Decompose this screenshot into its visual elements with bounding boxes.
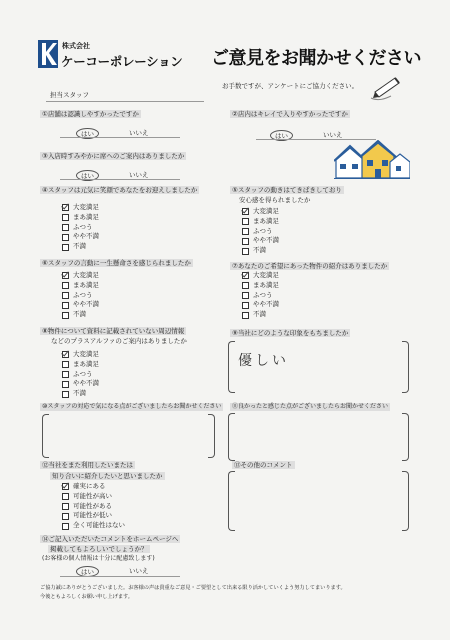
- checkbox-icon[interactable]: [62, 503, 69, 510]
- checkbox-icon[interactable]: [242, 248, 249, 255]
- q9-answer[interactable]: 優しい: [238, 353, 289, 369]
- q4-option[interactable]: ふつう: [62, 223, 99, 233]
- q2-label: ②店内はキレイで入りやすかったですか: [232, 110, 348, 118]
- q14-label-1: ⑭ご記入いただいたコメントをホームページへ: [42, 535, 179, 543]
- q4-option[interactable]: まあ満足: [62, 213, 99, 223]
- company-logo: [38, 40, 58, 68]
- checkbox-icon[interactable]: [242, 282, 249, 289]
- q7-option[interactable]: ふつう: [242, 291, 279, 301]
- staff-line: [46, 101, 204, 102]
- q11-label: ⑪良かったと感じた点がございましたらお聞かせください: [232, 403, 389, 410]
- q14-no[interactable]: いいえ: [129, 567, 149, 575]
- q12-label-2: 知り合いに紹介したいと思いましたか: [52, 472, 163, 480]
- q3-yes[interactable]: はい: [76, 170, 99, 181]
- q5-option[interactable]: やや不満: [242, 236, 279, 246]
- q7-option[interactable]: 大変満足: [242, 271, 279, 281]
- checkbox-icon[interactable]: [242, 228, 249, 235]
- q8-option[interactable]: やや不満: [62, 379, 99, 389]
- q5-option[interactable]: 大変満足: [242, 207, 279, 217]
- q12-option[interactable]: 可能性が低い: [62, 511, 125, 521]
- q12-label-1: ⑫当社をまた利用したいまたは: [42, 461, 133, 469]
- checkbox-icon[interactable]: [62, 224, 69, 231]
- page-title: ご意見をお聞かせください: [211, 48, 421, 69]
- staff-label: 担当スタッフ: [50, 91, 89, 99]
- checkbox-icon[interactable]: [242, 218, 249, 225]
- q12-option[interactable]: 可能性が高い: [62, 492, 125, 502]
- q12-option[interactable]: 全く可能性はない: [62, 521, 125, 531]
- checkbox-icon[interactable]: [62, 361, 69, 368]
- q1-label: ①店舗は認識しやすかったですか: [42, 110, 139, 118]
- checkbox-icon[interactable]: [62, 244, 69, 251]
- q7-option[interactable]: 不満: [242, 310, 279, 320]
- company-name: ケーコーポレーション: [61, 54, 183, 69]
- q5-option[interactable]: まあ満足: [242, 217, 279, 227]
- checkbox-icon[interactable]: [62, 351, 69, 358]
- footer-text-2: 今後ともよろしくお願い申し上げます。: [40, 594, 133, 600]
- q9-label: ⑨当社にどのような印象をもちましたか: [232, 329, 349, 337]
- checkbox-icon[interactable]: [62, 234, 69, 241]
- q8-label-2: などのプラスアルファのご案内はありましたか: [51, 337, 187, 345]
- q6-option[interactable]: ふつう: [62, 291, 99, 301]
- q2-yes[interactable]: はい: [270, 130, 293, 141]
- q12-option[interactable]: 可能性がある: [62, 502, 125, 512]
- checkbox-icon[interactable]: [62, 292, 69, 299]
- q8-option[interactable]: 大変満足: [62, 350, 99, 360]
- q8-label-1: ⑧物件について資料に記載されていない周辺情報: [42, 327, 185, 335]
- checkbox-icon[interactable]: [62, 371, 69, 378]
- q13-answer[interactable]: [240, 478, 395, 523]
- checkbox-icon[interactable]: [62, 282, 69, 289]
- checkbox-icon[interactable]: [62, 483, 69, 490]
- q10-label: ⑩スタッフの対応で気になる点がございましたらお聞かせください: [42, 403, 222, 410]
- q1-no[interactable]: いいえ: [129, 129, 149, 137]
- q6-option[interactable]: まあ満足: [62, 281, 99, 291]
- q11-answer[interactable]: [240, 420, 395, 450]
- q8-option[interactable]: まあ満足: [62, 360, 99, 370]
- request-text: お手数ですが、アンケートにご協力ください。: [222, 82, 359, 90]
- checkbox-icon[interactable]: [62, 302, 69, 309]
- q10-answer[interactable]: [52, 420, 202, 450]
- checkbox-icon[interactable]: [242, 312, 249, 319]
- q4-option[interactable]: 大変満足: [62, 203, 99, 213]
- q5-option[interactable]: 不満: [242, 246, 279, 256]
- checkbox-icon[interactable]: [62, 381, 69, 388]
- footer-text-1: ご協力誠にありがとうございました。お客様の声は貴重なご意見・ご要望として出来る限り活かしていくよう努力してまいります。: [40, 585, 346, 591]
- checkbox-icon[interactable]: [62, 513, 69, 520]
- checkbox-icon[interactable]: [62, 493, 69, 500]
- q6-options: [62, 271, 99, 320]
- q13-label: ⑬その他のコメント: [234, 461, 293, 469]
- q5-options: [242, 207, 279, 256]
- q6-option[interactable]: やや不満: [62, 300, 99, 310]
- q5-label-2: 安心感を得られましたか: [239, 196, 311, 204]
- pencil-icon: [365, 72, 405, 104]
- q1-yes[interactable]: はい: [76, 128, 99, 139]
- checkbox-icon[interactable]: [242, 272, 249, 279]
- checkbox-icon[interactable]: [242, 208, 249, 215]
- company-small: 株式会社: [62, 42, 90, 50]
- q4-label: ④スタッフは元気に笑顔であなたをお迎えしましたか: [42, 186, 198, 194]
- checkbox-icon[interactable]: [62, 204, 69, 211]
- checkbox-icon[interactable]: [242, 238, 249, 245]
- q4-options: [62, 203, 99, 252]
- q7-label: ⑦あなたのご希望にあった物件の紹介はありましたか: [232, 262, 388, 270]
- q12-options: [62, 482, 125, 531]
- q3-label: ③入店時すみやかに席へのご案内はありましたか: [42, 152, 185, 160]
- q12-option[interactable]: 確実にある: [62, 482, 125, 492]
- q7-options: [242, 271, 279, 320]
- q7-option[interactable]: まあ満足: [242, 281, 279, 291]
- houses-illustration: [334, 140, 410, 180]
- checkbox-icon[interactable]: [62, 214, 69, 221]
- q14-label-2: 掲載してもよろしいでしょうか？: [50, 545, 148, 553]
- q14-note: (お客様の個人情報は十分に配慮致します): [42, 555, 155, 562]
- q6-label: ⑥スタッフの言動に一生懸命さを感じられましたか: [42, 259, 191, 267]
- q4-option[interactable]: やや不満: [62, 232, 99, 242]
- q8-options: [62, 350, 99, 399]
- q8-option[interactable]: ふつう: [62, 370, 99, 380]
- checkbox-icon[interactable]: [242, 292, 249, 299]
- q5-option[interactable]: ふつう: [242, 227, 279, 237]
- q8-option[interactable]: 不満: [62, 389, 99, 399]
- q4-option[interactable]: 不満: [62, 242, 99, 252]
- q7-option[interactable]: やや不満: [242, 300, 279, 310]
- q5-label-1: ⑤スタッフの動きはてきぱきしており: [232, 186, 342, 194]
- checkbox-icon[interactable]: [62, 391, 69, 398]
- q2-no[interactable]: いいえ: [323, 131, 343, 139]
- q6-option[interactable]: 大変満足: [62, 271, 99, 281]
- checkbox-icon[interactable]: [62, 523, 69, 530]
- checkbox-icon[interactable]: [62, 272, 69, 279]
- checkbox-icon[interactable]: [242, 302, 249, 309]
- q14-yes[interactable]: はい: [76, 566, 99, 577]
- q3-no[interactable]: いいえ: [129, 171, 149, 179]
- checkbox-icon[interactable]: [62, 312, 69, 319]
- q6-option[interactable]: 不満: [62, 310, 99, 320]
